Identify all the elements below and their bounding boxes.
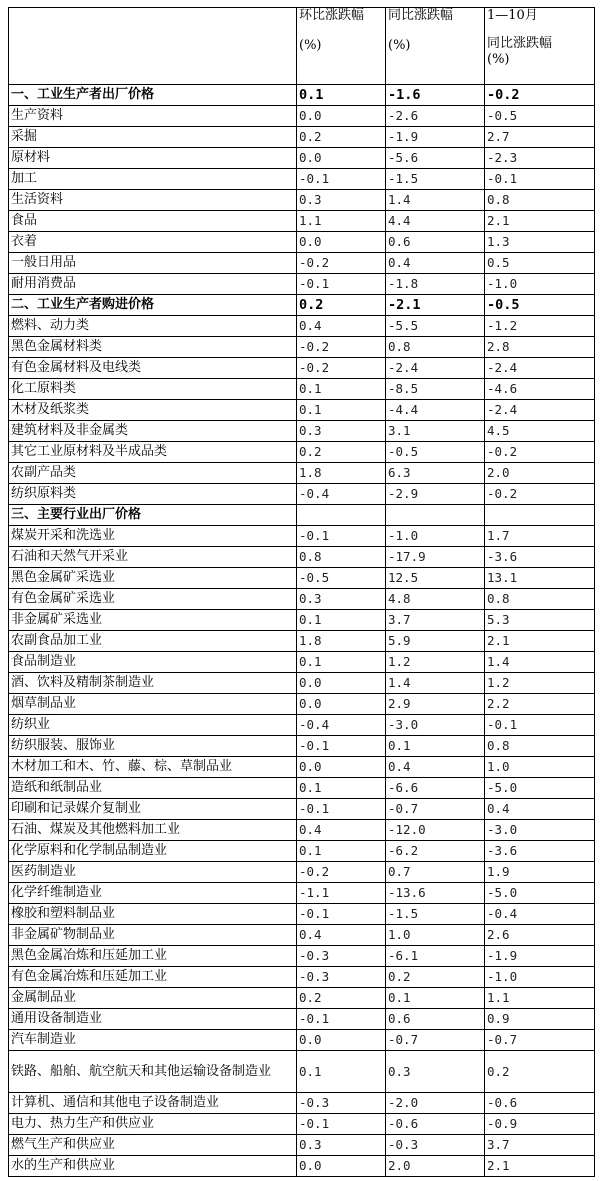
mom-cell: -0.1 — [297, 904, 386, 925]
row-name-cell: 二、工业生产者购进价格 — [9, 295, 297, 316]
ytd-cell: 1.2 — [485, 673, 595, 694]
mom-cell: 0.1 — [297, 841, 386, 862]
mom-cell: 0.0 — [297, 757, 386, 778]
mom-cell: 0.3 — [297, 1135, 386, 1156]
mom-cell: 1.1 — [297, 211, 386, 232]
table-row — [9, 778, 595, 799]
row-name-cell: 燃气生产和供应业 — [9, 1135, 297, 1156]
header-ytd-unit: (%) — [487, 52, 510, 67]
mom-cell: 0.2 — [297, 295, 386, 316]
row-name-cell: 纺织业 — [9, 715, 297, 736]
table-row — [9, 694, 595, 715]
header-mom-unit: (%) — [299, 38, 322, 53]
ytd-cell: -0.2 — [485, 442, 595, 463]
table-row — [9, 127, 595, 148]
yoy-cell: 1.2 — [386, 652, 485, 673]
row-name-cell: 原材料 — [9, 148, 297, 169]
header-ytd-title: 同比涨跌幅 — [487, 36, 553, 51]
row-name-cell: 医药制造业 — [9, 862, 297, 883]
table-row — [9, 484, 595, 505]
table-row — [9, 904, 595, 925]
row-name-cell: 铁路、船舶、航空航天和其他运输设备制造业 — [9, 1051, 297, 1093]
row-name-cell: 酒、饮料及精制茶制造业 — [9, 673, 297, 694]
mom-cell: -0.1 — [297, 736, 386, 757]
mom-cell: 0.1 — [297, 652, 386, 673]
yoy-cell: -1.5 — [386, 904, 485, 925]
row-name-cell: 黑色金属矿采选业 — [9, 568, 297, 589]
table-row — [9, 946, 595, 967]
ytd-cell: -5.0 — [485, 883, 595, 904]
yoy-cell: 4.8 — [386, 589, 485, 610]
yoy-cell: 2.9 — [386, 694, 485, 715]
ytd-cell: 1.3 — [485, 232, 595, 253]
ytd-cell: 0.2 — [485, 1051, 595, 1093]
table-row — [9, 274, 595, 295]
table-header-row — [9, 8, 595, 85]
yoy-cell: -6.6 — [386, 778, 485, 799]
mom-cell: 0.1 — [297, 85, 386, 106]
table-row — [9, 211, 595, 232]
table-row — [9, 715, 595, 736]
row-name-cell: 木材及纸浆类 — [9, 400, 297, 421]
mom-cell: -1.1 — [297, 883, 386, 904]
yoy-cell: 0.2 — [386, 967, 485, 988]
row-name-cell: 有色金属矿采选业 — [9, 589, 297, 610]
ytd-cell: 2.8 — [485, 337, 595, 358]
ytd-cell: 1.9 — [485, 862, 595, 883]
table-row — [9, 106, 595, 127]
ytd-cell: 0.8 — [485, 736, 595, 757]
header-blank-cell — [9, 8, 297, 85]
mom-cell: 0.0 — [297, 232, 386, 253]
yoy-cell: 1.4 — [386, 673, 485, 694]
mom-cell: 0.1 — [297, 1051, 386, 1093]
ytd-cell: 2.0 — [485, 463, 595, 484]
yoy-cell: -1.5 — [386, 169, 485, 190]
mom-cell: 0.2 — [297, 442, 386, 463]
ytd-cell: -0.9 — [485, 1114, 595, 1135]
row-name-cell: 水的生产和供应业 — [9, 1156, 297, 1177]
table-row — [9, 400, 595, 421]
row-name-cell: 化工原料类 — [9, 379, 297, 400]
ytd-cell: -2.4 — [485, 358, 595, 379]
mom-cell: 0.0 — [297, 106, 386, 127]
ytd-cell: -0.1 — [485, 715, 595, 736]
ytd-cell: 0.8 — [485, 190, 595, 211]
header-yoy — [386, 8, 485, 85]
table-row — [9, 169, 595, 190]
table-row — [9, 820, 595, 841]
ytd-cell: 5.3 — [485, 610, 595, 631]
row-name-cell: 纺织原料类 — [9, 484, 297, 505]
mom-cell: 0.3 — [297, 421, 386, 442]
row-name-cell: 生活资料 — [9, 190, 297, 211]
ytd-cell: 2.7 — [485, 127, 595, 148]
yoy-cell: -1.8 — [386, 274, 485, 295]
table-row — [9, 463, 595, 484]
row-name-cell: 黑色金属冶炼和压延加工业 — [9, 946, 297, 967]
row-name-cell: 化学原料和化学制品制造业 — [9, 841, 297, 862]
table-row — [9, 841, 595, 862]
ytd-cell: 2.1 — [485, 631, 595, 652]
section-row — [9, 505, 595, 526]
ytd-cell: 1.4 — [485, 652, 595, 673]
price-index-table — [8, 7, 595, 1177]
ytd-cell: -3.6 — [485, 547, 595, 568]
yoy-cell: 0.4 — [386, 253, 485, 274]
table-row — [9, 253, 595, 274]
mom-cell: -0.1 — [297, 169, 386, 190]
mom-cell: 0.0 — [297, 1156, 386, 1177]
yoy-cell: 0.8 — [386, 337, 485, 358]
ytd-cell: -3.6 — [485, 841, 595, 862]
ytd-cell: 3.7 — [485, 1135, 595, 1156]
mom-cell: 0.8 — [297, 547, 386, 568]
row-name-cell: 有色金属冶炼和压延加工业 — [9, 967, 297, 988]
yoy-cell: -5.5 — [386, 316, 485, 337]
ytd-cell: -2.3 — [485, 148, 595, 169]
ytd-cell: -1.2 — [485, 316, 595, 337]
row-name-cell: 建筑材料及非金属类 — [9, 421, 297, 442]
table-row — [9, 589, 595, 610]
row-name-cell: 橡胶和塑料制品业 — [9, 904, 297, 925]
row-name-cell: 纺织服装、服饰业 — [9, 736, 297, 757]
header-ytd — [485, 8, 595, 85]
table-row — [9, 379, 595, 400]
row-name-cell: 农副产品类 — [9, 463, 297, 484]
table-row — [9, 610, 595, 631]
mom-cell: 0.1 — [297, 610, 386, 631]
row-name-cell: 煤炭开采和洗选业 — [9, 526, 297, 547]
yoy-cell: -2.0 — [386, 1093, 485, 1114]
mom-cell: -0.1 — [297, 799, 386, 820]
mom-cell: 1.8 — [297, 463, 386, 484]
mom-cell: 0.3 — [297, 589, 386, 610]
yoy-cell: -2.4 — [386, 358, 485, 379]
mom-cell: 0.0 — [297, 1030, 386, 1051]
yoy-cell: -0.5 — [386, 442, 485, 463]
ytd-cell: 4.5 — [485, 421, 595, 442]
ytd-cell: -1.0 — [485, 274, 595, 295]
table-row — [9, 652, 595, 673]
section-row — [9, 295, 595, 316]
table-row — [9, 1156, 595, 1177]
table-row — [9, 1093, 595, 1114]
header-ytd-period: 1—10月 — [487, 8, 538, 23]
yoy-cell: -1.9 — [386, 127, 485, 148]
mom-cell: 0.0 — [297, 673, 386, 694]
yoy-cell: 4.4 — [386, 211, 485, 232]
yoy-cell: -8.5 — [386, 379, 485, 400]
mom-cell: -0.3 — [297, 946, 386, 967]
mom-cell: 0.2 — [297, 988, 386, 1009]
mom-cell: 0.4 — [297, 820, 386, 841]
table-row — [9, 526, 595, 547]
section-row — [9, 85, 595, 106]
row-name-cell: 其它工业原材料及半成品类 — [9, 442, 297, 463]
table-row — [9, 421, 595, 442]
row-name-cell: 三、主要行业出厂价格 — [9, 505, 297, 526]
table-row — [9, 673, 595, 694]
row-name-cell: 烟草制品业 — [9, 694, 297, 715]
header-yoy-unit: (%) — [388, 38, 411, 53]
mom-cell: 0.4 — [297, 925, 386, 946]
mom-cell: -0.4 — [297, 484, 386, 505]
mom-cell: -0.2 — [297, 358, 386, 379]
header-yoy-title: 同比涨跌幅 — [388, 8, 454, 23]
row-name-cell: 非金属矿采选业 — [9, 610, 297, 631]
yoy-cell: -0.6 — [386, 1114, 485, 1135]
row-name-cell: 生产资料 — [9, 106, 297, 127]
row-name-cell: 衣着 — [9, 232, 297, 253]
row-name-cell: 有色金属材料及电线类 — [9, 358, 297, 379]
ytd-cell: 0.9 — [485, 1009, 595, 1030]
yoy-cell: 3.1 — [386, 421, 485, 442]
row-name-cell: 汽车制造业 — [9, 1030, 297, 1051]
ytd-cell: -0.5 — [485, 106, 595, 127]
mom-cell: -0.1 — [297, 274, 386, 295]
yoy-cell: 0.7 — [386, 862, 485, 883]
yoy-cell: -12.0 — [386, 820, 485, 841]
table-row — [9, 358, 595, 379]
mom-cell: 0.2 — [297, 127, 386, 148]
row-name-cell: 造纸和纸制品业 — [9, 778, 297, 799]
yoy-cell: -1.0 — [386, 526, 485, 547]
mom-cell — [297, 505, 386, 526]
yoy-cell: 2.0 — [386, 1156, 485, 1177]
ytd-cell: -0.2 — [485, 85, 595, 106]
row-name-cell: 农副食品加工业 — [9, 631, 297, 652]
yoy-cell: -0.7 — [386, 1030, 485, 1051]
table-row — [9, 442, 595, 463]
mom-cell: 0.1 — [297, 778, 386, 799]
yoy-cell: 5.9 — [386, 631, 485, 652]
header-mom-title: 环比涨跌幅 — [299, 8, 365, 23]
table-row — [9, 148, 595, 169]
yoy-cell: -13.6 — [386, 883, 485, 904]
ytd-cell: -1.0 — [485, 967, 595, 988]
mom-cell: 0.1 — [297, 379, 386, 400]
row-name-cell: 采掘 — [9, 127, 297, 148]
mom-cell: 0.4 — [297, 316, 386, 337]
ytd-cell: -3.0 — [485, 820, 595, 841]
yoy-cell: -6.1 — [386, 946, 485, 967]
mom-cell: -0.1 — [297, 1114, 386, 1135]
yoy-cell: 1.0 — [386, 925, 485, 946]
table-row — [9, 547, 595, 568]
yoy-cell: 0.1 — [386, 736, 485, 757]
table-row — [9, 190, 595, 211]
ytd-cell: 1.7 — [485, 526, 595, 547]
row-name-cell: 化学纤维制造业 — [9, 883, 297, 904]
table-row — [9, 862, 595, 883]
yoy-cell: -5.6 — [386, 148, 485, 169]
row-name-cell: 计算机、通信和其他电子设备制造业 — [9, 1093, 297, 1114]
table-row — [9, 337, 595, 358]
table-row — [9, 988, 595, 1009]
row-name-cell: 电力、热力生产和供应业 — [9, 1114, 297, 1135]
mom-cell: 0.1 — [297, 400, 386, 421]
header-mom — [297, 8, 386, 85]
mom-cell: -0.5 — [297, 568, 386, 589]
yoy-cell: -0.7 — [386, 799, 485, 820]
ytd-cell: -0.5 — [485, 295, 595, 316]
row-name-cell: 加工 — [9, 169, 297, 190]
mom-cell: -0.2 — [297, 337, 386, 358]
table-row — [9, 232, 595, 253]
ytd-cell: -0.7 — [485, 1030, 595, 1051]
yoy-cell: 12.5 — [386, 568, 485, 589]
yoy-cell: 6.3 — [386, 463, 485, 484]
table-row — [9, 757, 595, 778]
ytd-cell: 13.1 — [485, 568, 595, 589]
row-name-cell: 非金属矿物制品业 — [9, 925, 297, 946]
ytd-cell: -0.1 — [485, 169, 595, 190]
ytd-cell: -0.4 — [485, 904, 595, 925]
mom-cell: -0.1 — [297, 1009, 386, 1030]
row-name-cell: 木材加工和木、竹、藤、棕、草制品业 — [9, 757, 297, 778]
yoy-cell: 0.3 — [386, 1051, 485, 1093]
mom-cell: -0.3 — [297, 1093, 386, 1114]
ytd-cell: -4.6 — [485, 379, 595, 400]
yoy-cell: 0.6 — [386, 1009, 485, 1030]
row-name-cell: 石油和天然气开采业 — [9, 547, 297, 568]
ytd-cell: 0.5 — [485, 253, 595, 274]
mom-cell: 0.0 — [297, 694, 386, 715]
yoy-cell: -0.3 — [386, 1135, 485, 1156]
table-row — [9, 1051, 595, 1093]
row-name-cell: 食品 — [9, 211, 297, 232]
table-row — [9, 967, 595, 988]
mom-cell: 0.3 — [297, 190, 386, 211]
table-row — [9, 568, 595, 589]
row-name-cell: 燃料、动力类 — [9, 316, 297, 337]
row-name-cell: 耐用消费品 — [9, 274, 297, 295]
row-name-cell: 通用设备制造业 — [9, 1009, 297, 1030]
yoy-cell: 1.4 — [386, 190, 485, 211]
ytd-cell: -2.4 — [485, 400, 595, 421]
mom-cell: 0.0 — [297, 148, 386, 169]
table-row — [9, 925, 595, 946]
yoy-cell: 3.7 — [386, 610, 485, 631]
yoy-cell — [386, 505, 485, 526]
ytd-cell: 0.8 — [485, 589, 595, 610]
table-row — [9, 736, 595, 757]
yoy-cell: 0.6 — [386, 232, 485, 253]
ytd-cell: 0.4 — [485, 799, 595, 820]
mom-cell: -0.2 — [297, 862, 386, 883]
yoy-cell: -2.1 — [386, 295, 485, 316]
table-row — [9, 799, 595, 820]
ytd-cell — [485, 505, 595, 526]
table-row — [9, 631, 595, 652]
row-name-cell: 黑色金属材料类 — [9, 337, 297, 358]
table-row — [9, 1009, 595, 1030]
mom-cell: -0.4 — [297, 715, 386, 736]
ytd-cell: 1.0 — [485, 757, 595, 778]
mom-cell: -0.2 — [297, 253, 386, 274]
mom-cell: -0.3 — [297, 967, 386, 988]
mom-cell: 1.8 — [297, 631, 386, 652]
row-name-cell: 石油、煤炭及其他燃料加工业 — [9, 820, 297, 841]
ytd-cell: -0.2 — [485, 484, 595, 505]
table-row — [9, 316, 595, 337]
yoy-cell: -3.0 — [386, 715, 485, 736]
mom-cell: -0.1 — [297, 526, 386, 547]
yoy-cell: -17.9 — [386, 547, 485, 568]
ytd-cell: -0.6 — [485, 1093, 595, 1114]
yoy-cell: 0.1 — [386, 988, 485, 1009]
table-row — [9, 1114, 595, 1135]
table-row — [9, 1135, 595, 1156]
row-name-cell: 印刷和记录媒介复制业 — [9, 799, 297, 820]
ytd-cell: 2.6 — [485, 925, 595, 946]
ytd-cell: 2.1 — [485, 1156, 595, 1177]
yoy-cell: -2.6 — [386, 106, 485, 127]
ytd-cell: 2.2 — [485, 694, 595, 715]
table-row — [9, 1030, 595, 1051]
yoy-cell: -4.4 — [386, 400, 485, 421]
yoy-cell: -1.6 — [386, 85, 485, 106]
ytd-cell: 2.1 — [485, 211, 595, 232]
yoy-cell: -6.2 — [386, 841, 485, 862]
ytd-cell: 1.1 — [485, 988, 595, 1009]
ytd-cell: -1.9 — [485, 946, 595, 967]
row-name-cell: 一、工业生产者出厂价格 — [9, 85, 297, 106]
row-name-cell: 食品制造业 — [9, 652, 297, 673]
row-name-cell: 金属制品业 — [9, 988, 297, 1009]
ytd-cell: -5.0 — [485, 778, 595, 799]
yoy-cell: 0.4 — [386, 757, 485, 778]
row-name-cell: 一般日用品 — [9, 253, 297, 274]
yoy-cell: -2.9 — [386, 484, 485, 505]
table-row — [9, 883, 595, 904]
